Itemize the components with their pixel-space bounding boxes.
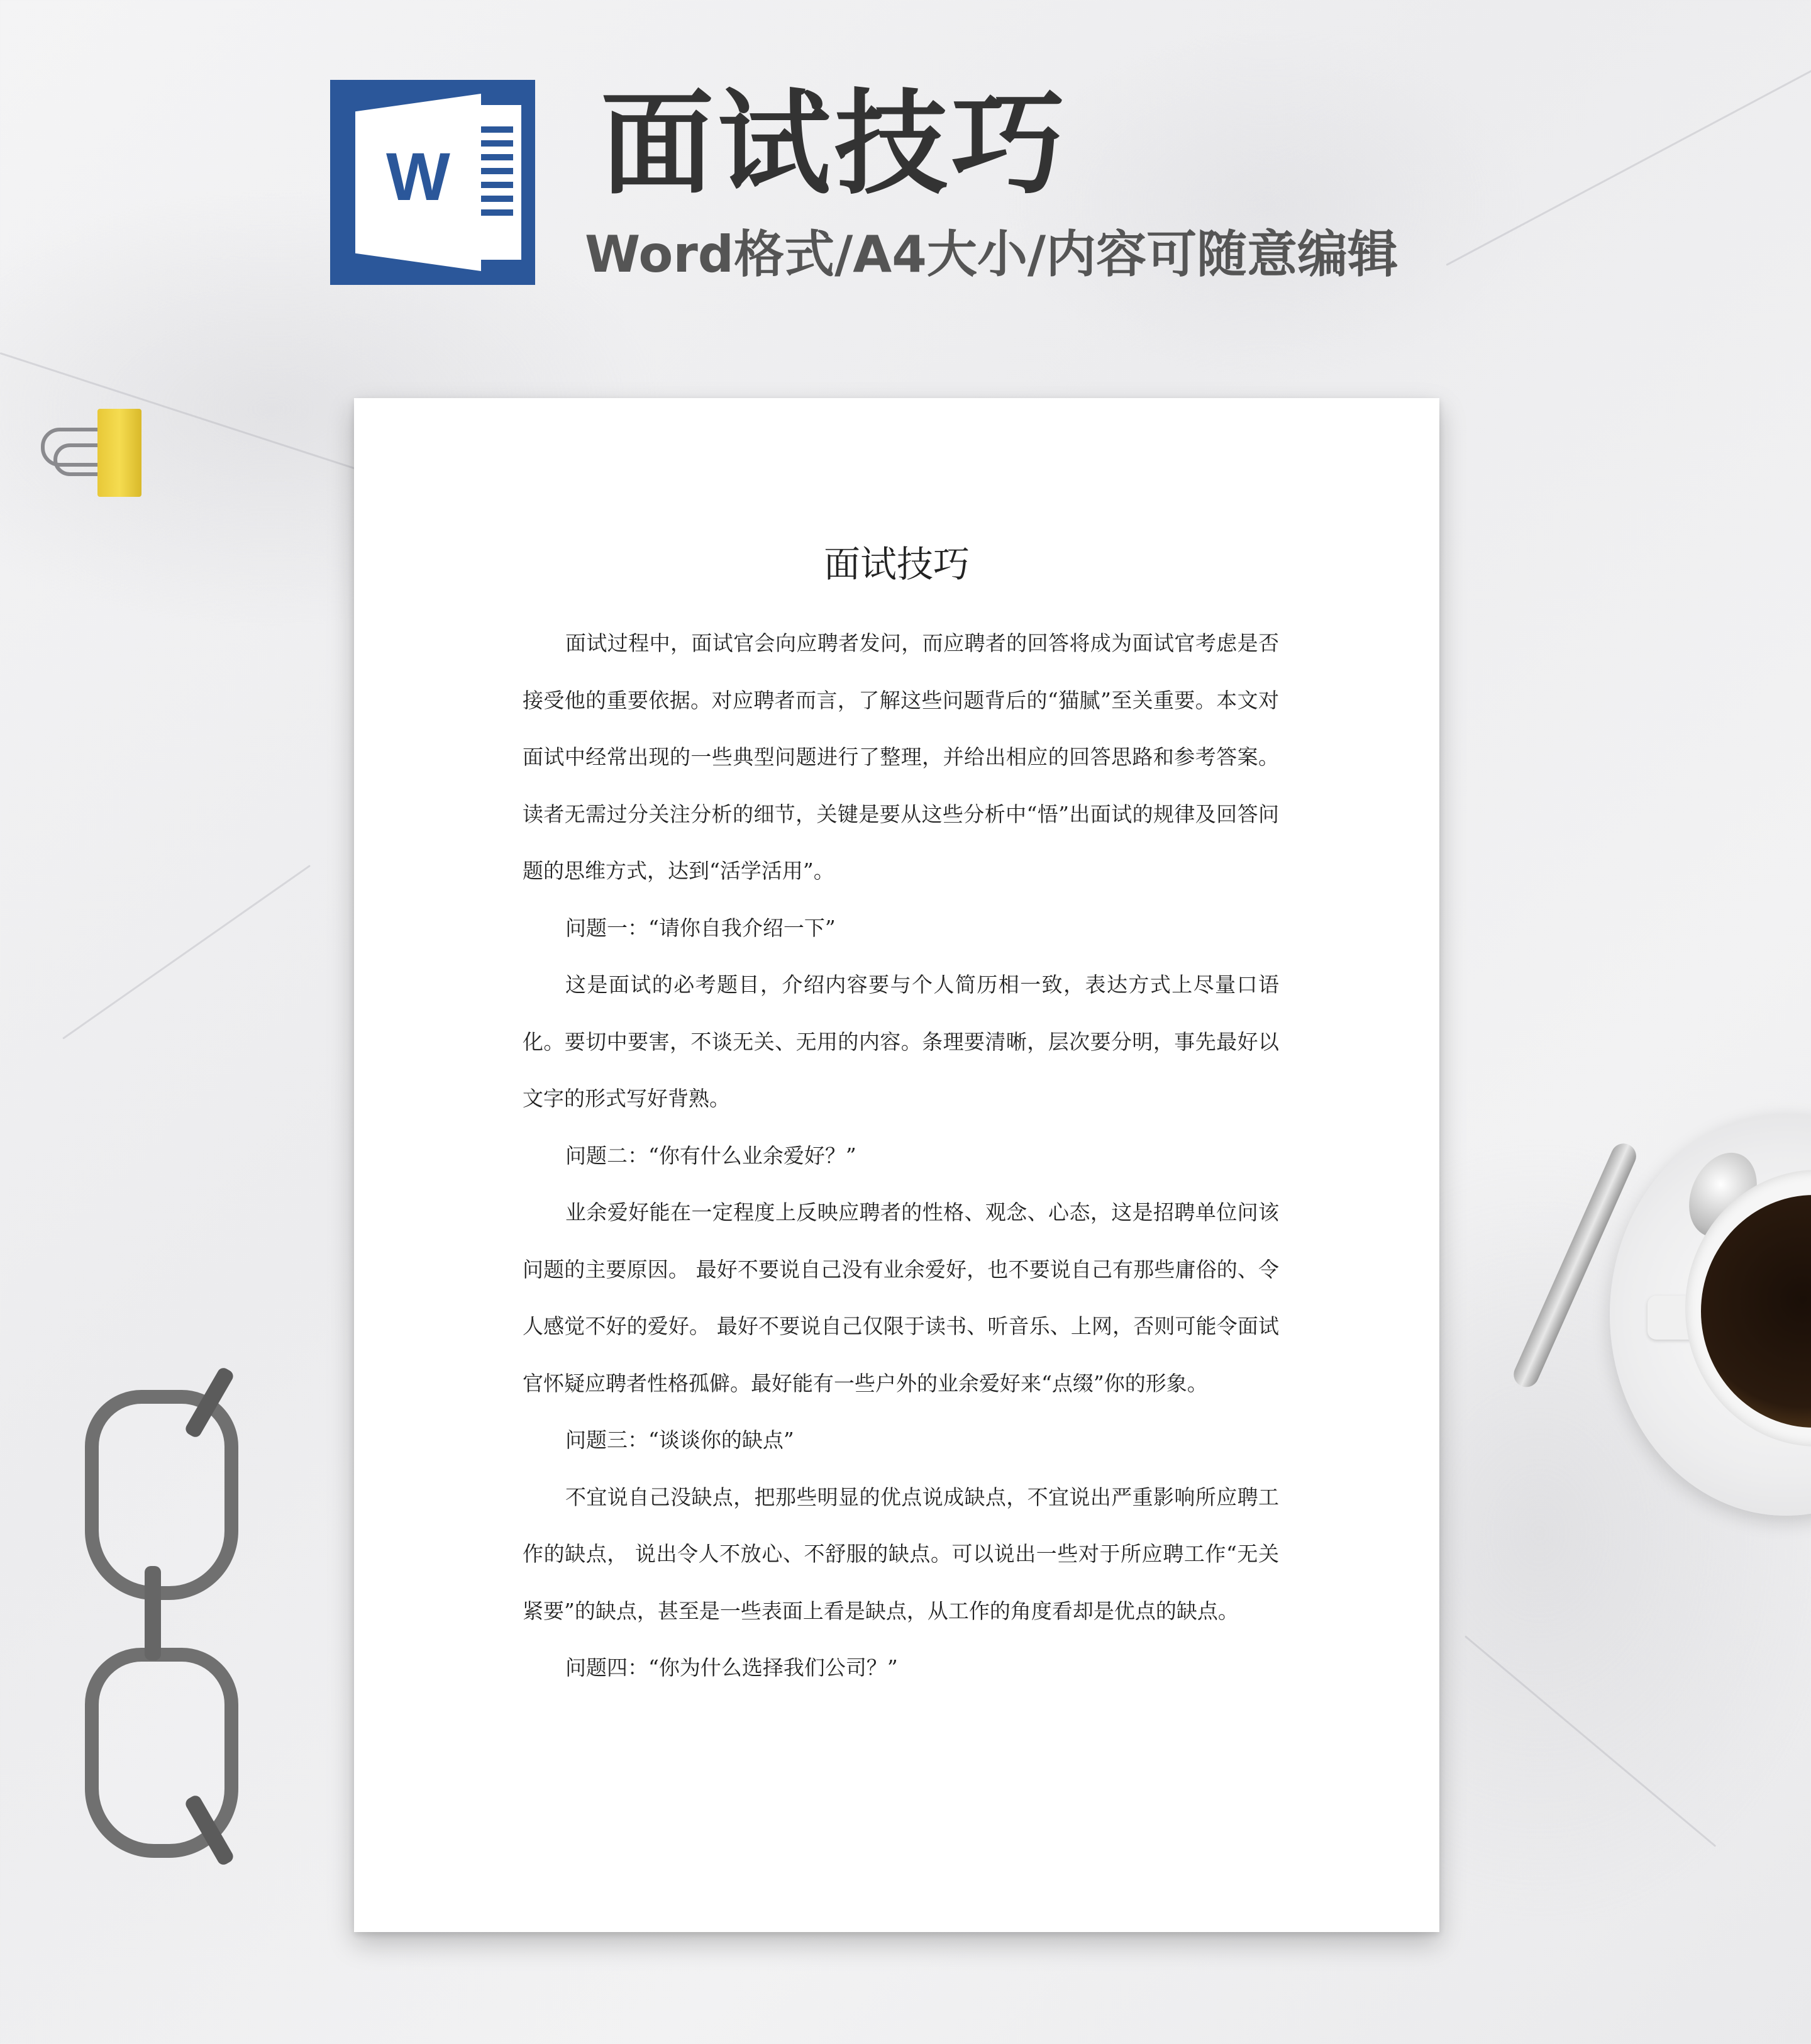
- document-paragraph: 业余爱好能在一定程度上反映应聘者的性格、观念、心态，这是招聘单位问该问题的主要原因。 最好不要说自己没有业余爱好，也不要说自己有那些庸俗的、令人感觉不好的爱好。 最好不要说自己仅限于读书、听音乐、上网，否则可能令面试官怀疑应聘者性格孤僻。最好能有一些户外的业余爱好来“点缀”你的形象。: [523, 1200, 1279, 1396]
- question-heading: 问题一：“请你自我介绍一下”: [565, 915, 836, 940]
- word-logo-icon: [330, 80, 535, 285]
- document-paragraph: 这是面试的必考题目，介绍内容要与个人简历相一致，表达方式上尽量口语化。要切中要害，不谈无关、无用的内容。条理要清晰，层次要分明，事先最好以文字的形式写好背熟。: [523, 972, 1279, 1111]
- document-paragraph: 面试过程中，面试官会向应聘者发问，而应聘者的回答将成为面试官考虑是否接受他的重要依据。对应聘者而言，了解这些问题背后的“猫腻”至关重要。本文对面试中经常出现的一些典型问题进行了整理，并给出相应的回答思路和参考答案。读者无需过分关注分析的细节，关键是要从这些分析中“悟”出面试的规律及回答问题的思维方式，达到“活学活用”。: [523, 631, 1279, 883]
- document-paragraph: 不宜说自己没缺点，把那些明显的优点说成缺点，不宜说出严重影响所应聘工作的缺点， 说出令人不放心、不舒服的缺点。可以说出一些对于所应聘工作“无关紧要”的缺点，甚至是一些表面上看是缺点，从工作的角度看却是优点的缺点。: [523, 1484, 1279, 1623]
- page-subtitle: Word格式/A4大小/内容可随意编辑: [585, 225, 1398, 284]
- glasses-icon: [75, 1352, 239, 1887]
- marble-vein: [1446, 58, 1811, 266]
- document-page: [354, 398, 1439, 1932]
- binder-clip-icon: [35, 409, 148, 497]
- question-heading: 问题四：“你为什么选择我们公司？”: [565, 1655, 898, 1680]
- document-title: 面试技巧: [823, 543, 970, 586]
- question-heading: 问题三：“谈谈你的缺点”: [565, 1428, 794, 1452]
- page-title: 面试技巧: [601, 79, 1069, 210]
- word-logo-letter: W: [386, 138, 450, 214]
- question-heading: 问题二：“你有什么业余爱好？”: [565, 1143, 856, 1168]
- marble-vein: [1465, 1635, 1716, 1847]
- document-body: [523, 615, 1279, 1697]
- marble-vein: [62, 865, 311, 1040]
